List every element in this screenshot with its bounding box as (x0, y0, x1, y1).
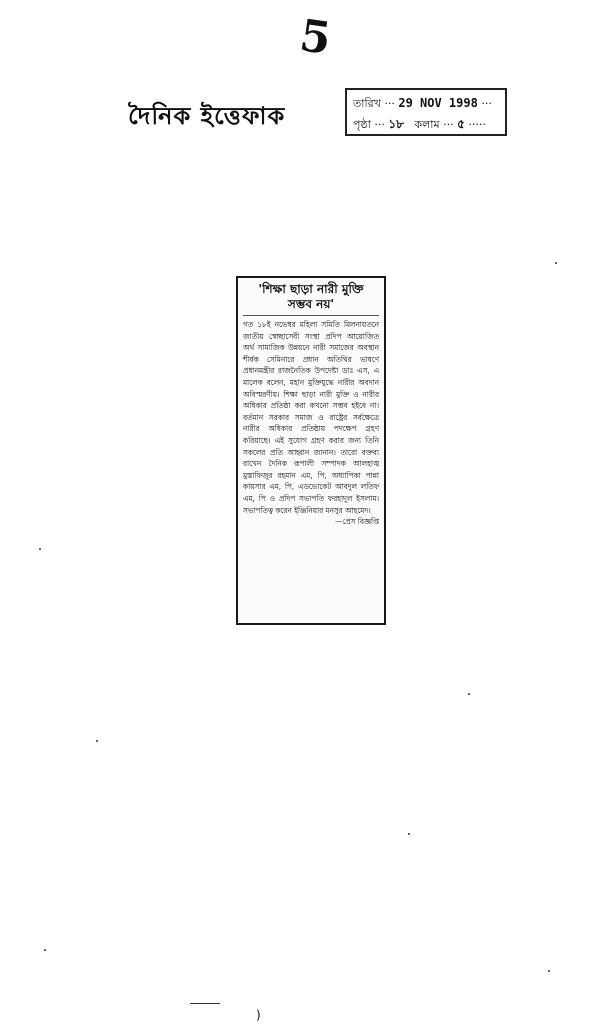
page-column-row: পৃষ্ঠা ··· ১৮ কলাম ··· ৫ ····· (353, 117, 486, 131)
scan-speck (408, 833, 410, 835)
date-label: তারিখ (353, 97, 381, 110)
clipping-body: গত ১৮ই নভেম্বর মহিলা সমিতি মিলনায়তনে জাতীয় স্বেচ্ছাসেবী সংস্থা প্রদিপ আয়োজিত অর্থ সামাজিক উন্নয়নে নারী সমাজের অবস্থান শীর্ষক সেমিনারে প্রধান অতিথির ভাষণে প্রধানমন্ত্রীর রাজনৈতিক উপদেষ্টা ডাঃ এস, এ মালেক বলেন, মহান মুক্তিযুদ্ধে নারীর অবদান অবিস্মরণীয়। শিক্ষা ছাড়া নারী মুক্তি ও নারীর অধিকার প্রতিষ্ঠা করা কখনো সম্ভব হইবে না। বর্তমান সরকার সমাজ ও রাষ্ট্রের সর্বক্ষেত্রে নারীর অধিকার প্রতিষ্ঠায় পদক্ষেপ গ্রহণ করিয়াছে। এই সুযোগ গ্রহণ করার জন্য তিনি সকলের প্রতি আহ্বান জানান। তারো বক্তব্য রাখেন দৈনিক রূপালী সম্পাদক আলহাজ্ব মুস্তাফিজুর রহমান এম, পি, অধ্যাপিকা পান্না কায়সার এম, পি, এডভোকেট আবদুল লতিফ এম, পি ও প্রদিপ সভাপতি ফরহাদুল ইসলাম। সভাপতিত্ব করেন ইঞ্জিনিয়ার মনসুর আহমেদ। (243, 320, 379, 515)
page-number: 5 (296, 10, 335, 65)
clipping-meta-box (345, 88, 507, 136)
scan-mark: ) (256, 1008, 261, 1022)
page-label: পৃষ্ঠা (353, 118, 371, 131)
scan-speck (548, 970, 550, 972)
newspaper-clipping (236, 276, 386, 625)
page-value: ১৮ (388, 117, 404, 131)
headline-line-1: 'শিক্ষা ছাড়া নারী মুক্তি (258, 282, 364, 296)
date-value: 29 NOV 1998 (398, 96, 478, 110)
column-label: কলাম (414, 118, 440, 131)
newspaper-name: দৈনিক ইত্তেফাক (128, 101, 286, 130)
scan-mark (190, 1003, 220, 1004)
date-row: তারিখ ··· 29 NOV 1998 ··· (353, 96, 492, 110)
clipping-headline (243, 282, 379, 316)
headline-line-2: সম্ভব নয়' (287, 297, 335, 311)
scan-speck (555, 262, 557, 264)
scan-speck (468, 693, 470, 695)
column-value: ৫ (457, 117, 465, 131)
scan-speck (39, 548, 41, 550)
clipping-credit: —প্রেস বিজ্ঞপ্তি (334, 517, 379, 527)
scan-speck (44, 949, 46, 951)
scan-speck (96, 740, 98, 742)
